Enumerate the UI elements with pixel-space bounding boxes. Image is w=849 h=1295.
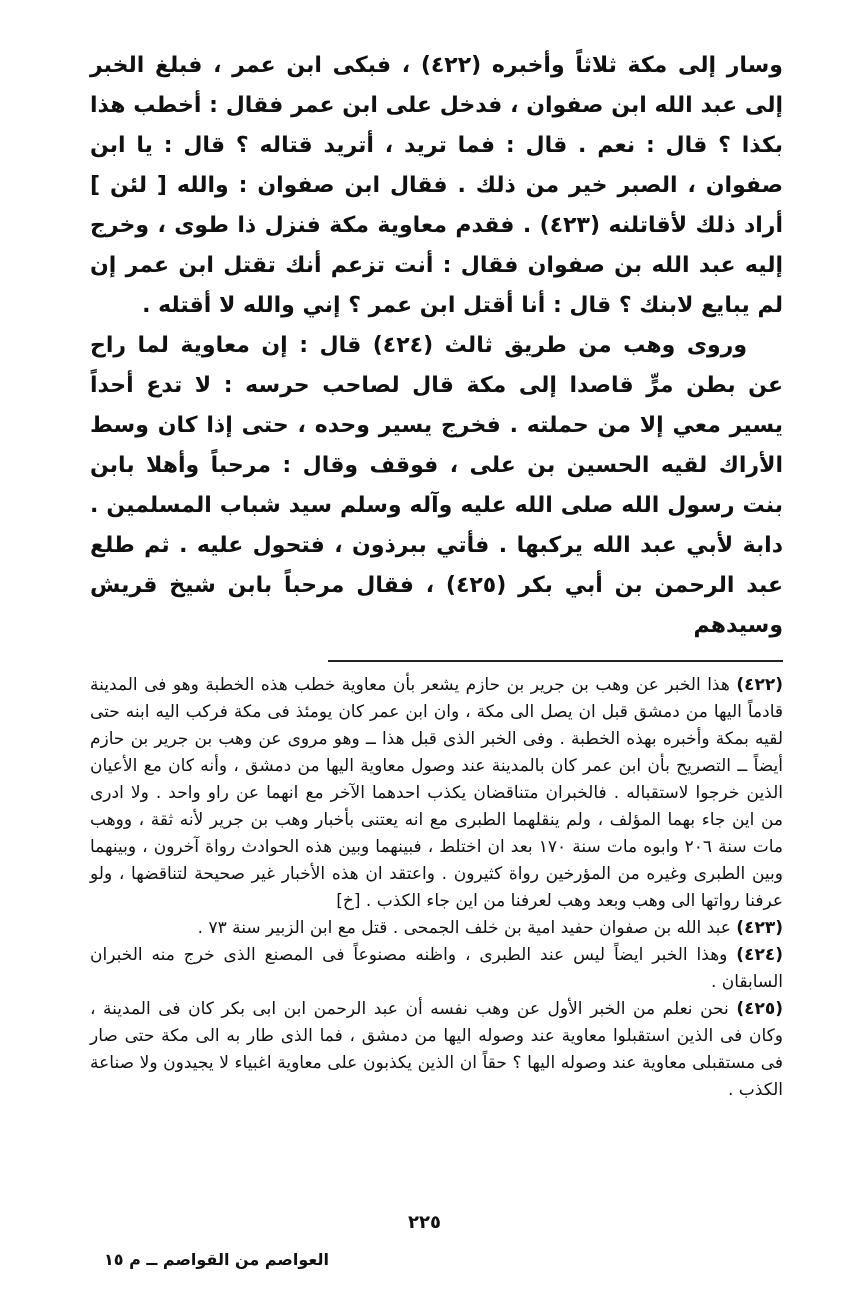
footnote-number: (٤٢٥) (736, 999, 784, 1019)
footnote-text: وهذا الخبر ايضاً ليس عند الطبرى ، واظنه مصنوعاً فى المصنع الذى خرج منه الخبران السابقان . (90, 945, 783, 992)
main-paragraph-1: وسار إلى مكة ثلاثاً وأخبره (٤٢٢) ، فبكى ابن عمر ، فبلغ الخبر إلى عبد الله ابن صفوان ، فدخل على ابن عمر فقال : أخطب هذا بكذا ؟ قال : نعم . قال : فما تريد ، أتريد قتاله ؟ قال : يا ابن صفوان ، الصبر خير من ذلك . فقال ابن صفوان : والله [ لئن ] أراد ذلك لأقاتلنه (٤٢٣) . فقدم معاوية مكة فنزل ذا طوى ، وخرج إليه عبد الله بن صفوان فقال : أنت تزعم أنك تقتل ابن عمر إن لم يبايع لابنك ؟ قال : أنا أقتل ابن عمر ؟ إني والله لا أقتله . (90, 53, 783, 318)
footnote-number: (٤٢٣) (736, 918, 783, 938)
footnotes (90, 672, 783, 1104)
footnote-text: هذا الخبر عن وهب بن جرير بن حازم يشعر بأن معاوية خطب هذه الخطبة وهو فى المدينة قادماً اليها من دمشق قبل ان يصل الى مكة ، وان ابن عمر كان يومئذ فى مكة فركب اليه ابنه حتى لقيه بمكة وأخبره بهذه الخطبة . وفى الخبر الذى قبل هذا ــ وهو مروى عن وهب بن جرير بن حازم أيضاً ــ التصريح بأن ابن عمر كان بالمدينة عند وصول معاوية اليها من دمشق ، وأنه كان مع الأعيان الذين خرجوا لاستقباله . فالخبران متناقضان يكذب احدهما الآخر مع انهما عن راو واحد . ولا ادرى من اين جاء بهما المؤلف ، ولم ينقلهما الطبرى مع انه يعتنى بأخبار وهب بن جرير لأنه ثقة ، ووهب مات سنة ٢٠٦ وابوه مات سنة ١٧٠ بعد ان اختلط ، فبينهما وبين هذه الحوادث رواة آخرون ، وبينهما وبين الطبرى وغيره من المؤرخين رواة كثيرون . واعتقد ان هذه الأخبار غير صحيحة لتناقضها ، ولو عرفنا رواتها الى وهب وبعد وهب لعرفنا من اين جاء الكذب . [خ] (90, 675, 784, 911)
footnote-number: (٤٢٤) (736, 945, 783, 965)
signature-line: العواصم من القواصم ــ م ١٥ (104, 1250, 329, 1269)
main-paragraph-2: وروى وهب من طريق ثالث (٤٢٤) قال : إن معاوية لما راح عن بطن مرٍّ قاصدا إلى مكة قال لصاحب حرسه : لا تدع أحداً يسير معي إلا من حملته . فخرج يسير وحده ، حتى إذا كان وسط الأراك لقيه الحسين بن على ، فوقف وقال : مرحباً وأهلا بابن بنت رسول الله صلى الله عليه وآله وسلم سيد شباب المسلمين . دابة لأبي عبد الله يركبها . فأتي ببرذون ، فتحول عليه . ثم طلع عبد الرحمن بن أبي بكر (٤٢٥) ، فقال مرحباً بابن شيخ قريش وسيدهم (90, 333, 783, 638)
footnote-text: عبد الله بن صفوان حفيد امية بن خلف الجمحى . قتل مع ابن الزبير سنة ٧٣ . (197, 918, 731, 938)
footnote-425 (90, 996, 783, 1104)
footnote-423 (90, 915, 783, 942)
footnote-number: (٤٢٢) (736, 675, 784, 695)
footnote-text: نحن نعلم من الخبر الأول عن وهب نفسه أن عبد الرحمن ابن ابى بكر كان فى المدينة ، وكان فى الذين استقبلوا معاوية عند وصوله اليها من دمشق ، فما الذى طار به الى مكة حتى صار فى مستقبلى معاوية عند وصوله اليها ؟ حقاً ان الذين يكذبون على معاوية اغبياء لا يجيدون ولا صناعة الكذب . (90, 999, 783, 1100)
main-text (90, 46, 783, 646)
footnote-424 (90, 942, 783, 996)
page-number: ٢٢٥ (408, 1212, 441, 1233)
footnote-422 (90, 672, 783, 915)
footnote-divider (328, 660, 783, 662)
